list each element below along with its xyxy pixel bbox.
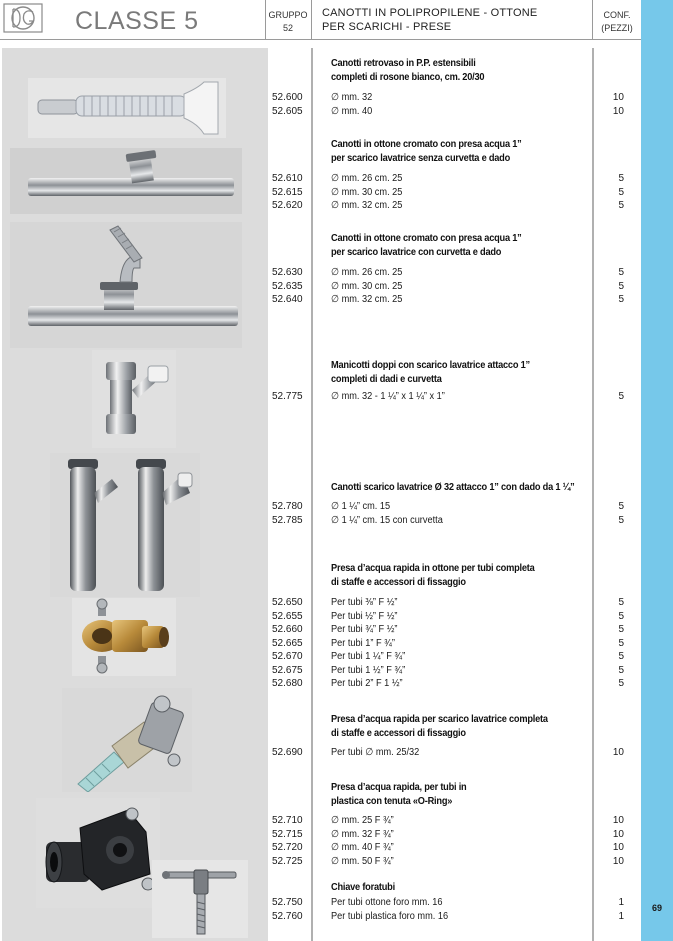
product-description: Per tubi ½” F ½” xyxy=(331,610,398,622)
pack-quantity: 5 xyxy=(618,294,624,305)
table-row xyxy=(0,390,641,404)
group-description-line1: CANOTTI IN POLIPROPILENE - OTTONE xyxy=(322,7,538,19)
section-title-line: Canotti retrovaso in P.P. estensibili xyxy=(331,57,476,69)
product-code: 52.725 xyxy=(272,855,303,867)
product-description: ∅ mm. 32 cm. 25 xyxy=(331,200,403,211)
gruppo-label: GRUPPO xyxy=(268,10,308,20)
section-title xyxy=(331,359,530,386)
product-description: Per tubi 2” F 1 ½” xyxy=(331,678,403,689)
product-code: 52.620 xyxy=(272,200,303,211)
table-row xyxy=(0,186,641,200)
product-code: 52.670 xyxy=(272,651,303,662)
table-row xyxy=(0,814,641,828)
pack-quantity: 10 xyxy=(612,855,624,867)
section-title-line: plastica con tenuta «O-Ring» xyxy=(331,794,453,807)
section-title xyxy=(331,57,484,84)
pack-quantity: 10 xyxy=(612,105,624,117)
table-row xyxy=(0,500,641,514)
group-description-line2: PER SCARICHI - PRESE xyxy=(322,21,452,33)
product-code: 52.630 xyxy=(272,267,303,278)
gruppo-value: 52 xyxy=(282,23,293,33)
product-code: 52.690 xyxy=(272,747,303,758)
pack-quantity: 5 xyxy=(618,173,624,184)
conf-label: CONF. xyxy=(603,10,631,20)
pack-quantity: 5 xyxy=(618,610,624,622)
brand-logo-icon xyxy=(3,3,43,33)
table-row xyxy=(0,637,641,651)
pack-quantity: 5 xyxy=(618,267,624,278)
product-code: 52.715 xyxy=(272,828,303,840)
conf-cell xyxy=(594,9,640,35)
table-row xyxy=(0,91,641,105)
product-code: 52.710 xyxy=(272,815,303,826)
product-code: 52.640 xyxy=(272,294,303,305)
product-code: 52.635 xyxy=(272,280,303,292)
pack-quantity: 1 xyxy=(618,897,624,908)
section-title-line: di staffe e accessori di fissaggio xyxy=(331,575,466,588)
pack-quantity: 10 xyxy=(612,92,624,103)
product-code: 52.600 xyxy=(272,92,303,103)
product-description: ∅ mm. 32 cm. 25 xyxy=(331,294,403,305)
product-description: ∅ mm. 50 F ¾” xyxy=(331,855,394,867)
section-title-line: Presa d’acqua rapida per scarico lavatrice completa xyxy=(331,713,548,725)
table-row xyxy=(0,896,641,910)
product-description: ∅ mm. 32 xyxy=(331,92,373,103)
pack-quantity: 5 xyxy=(618,200,624,211)
section-title xyxy=(331,232,522,259)
table-row xyxy=(0,172,641,186)
section-title xyxy=(331,138,522,165)
product-description: Per tubi plastica foro mm. 16 xyxy=(331,910,449,922)
product-description: ∅ 1 ¼” cm. 15 con curvetta xyxy=(331,514,443,526)
pack-quantity: 10 xyxy=(612,747,624,758)
product-code: 52.760 xyxy=(272,910,303,922)
product-description: Per tubi 1 ¼” F ¾” xyxy=(331,651,406,662)
pack-quantity: 5 xyxy=(618,678,624,689)
pack-quantity: 5 xyxy=(618,501,624,512)
table-row xyxy=(0,746,641,760)
table-row xyxy=(0,828,641,842)
product-description: Per tubi ⅜” F ½” xyxy=(331,597,398,608)
gruppo-cell xyxy=(268,9,308,35)
section-title xyxy=(331,881,395,895)
section-title-line: per scarico lavatrice con curvetta e dado xyxy=(331,245,502,258)
pack-quantity: 5 xyxy=(618,186,624,198)
page-header xyxy=(0,0,641,40)
pack-quantity: 5 xyxy=(618,391,624,402)
pack-quantity: 5 xyxy=(618,514,624,526)
product-code: 52.665 xyxy=(272,637,303,649)
section-title-line: Canotti scarico lavatrice Ø 32 attacco 1” con dado da 1 ¼” xyxy=(331,481,575,493)
product-code: 52.660 xyxy=(272,624,303,635)
section-title-line: per scarico lavatrice senza curvetta e dado xyxy=(331,151,511,164)
product-code: 52.675 xyxy=(272,664,303,676)
section-title-line: di staffe e accessori di fissaggio xyxy=(331,726,466,739)
table-row xyxy=(0,610,641,624)
product-description: ∅ mm. 25 F ¾” xyxy=(331,815,394,826)
pack-quantity: 5 xyxy=(618,624,624,635)
product-code: 52.655 xyxy=(272,610,303,622)
product-code: 52.785 xyxy=(272,514,303,526)
pack-quantity: 10 xyxy=(612,842,624,853)
table-row xyxy=(0,293,641,307)
table-row xyxy=(0,514,641,528)
table-row xyxy=(0,677,641,691)
table-row xyxy=(0,199,641,213)
product-description: ∅ 1 ¼” cm. 15 xyxy=(331,501,391,512)
pack-quantity: 5 xyxy=(618,637,624,649)
table-row xyxy=(0,105,641,119)
product-description: ∅ mm. 40 xyxy=(331,105,373,117)
pack-quantity: 10 xyxy=(612,815,624,826)
side-color-strip xyxy=(641,0,673,941)
product-image-washing-machine-connector xyxy=(62,688,192,792)
product-description: Per tubi 1” F ¾” xyxy=(331,637,395,649)
product-description: ∅ mm. 30 cm. 25 xyxy=(331,280,403,292)
product-description: ∅ mm. 32 - 1 ¼” x 1 ¼” x 1” xyxy=(331,391,445,402)
conf-unit: (PEZZI) xyxy=(601,23,633,33)
header-divider xyxy=(592,0,593,40)
table-row xyxy=(0,280,641,294)
table-row xyxy=(0,596,641,610)
product-code: 52.680 xyxy=(272,678,303,689)
section-title xyxy=(331,481,574,495)
product-description: ∅ mm. 26 cm. 25 xyxy=(331,267,403,278)
product-description: Per tubi ottone foro mm. 16 xyxy=(331,897,443,908)
table-row xyxy=(0,266,641,280)
pack-quantity: 5 xyxy=(618,651,624,662)
product-code: 52.605 xyxy=(272,105,303,117)
table-row xyxy=(0,623,641,637)
section-title-line: Canotti in ottone cromato con presa acqua 1” xyxy=(331,232,522,244)
product-code: 52.775 xyxy=(272,391,303,402)
table-row xyxy=(0,910,641,924)
section-title-line: Presa d’acqua rapida, per tubi in xyxy=(331,781,467,793)
product-description: Per tubi ∅ mm. 25/32 xyxy=(331,747,420,758)
section-title xyxy=(331,781,466,808)
product-description: ∅ mm. 30 cm. 25 xyxy=(331,186,403,198)
section-title xyxy=(331,562,535,589)
table-row xyxy=(0,855,641,869)
header-divider xyxy=(311,0,312,40)
section-title-line: Chiave foratubi xyxy=(331,881,395,893)
section-title-line: Manicotti doppi con scarico lavatrice attacco 1” xyxy=(331,359,530,371)
group-description xyxy=(322,6,537,34)
product-description: Per tubi ¾” F ½” xyxy=(331,624,398,635)
section-title-line: completi di dadi e curvetta xyxy=(331,372,442,385)
product-code: 52.650 xyxy=(272,597,303,608)
pack-quantity: 5 xyxy=(618,597,624,608)
product-code: 52.780 xyxy=(272,501,303,512)
product-code: 52.750 xyxy=(272,897,303,908)
table-row xyxy=(0,650,641,664)
pack-quantity: 5 xyxy=(618,280,624,292)
pack-quantity: 1 xyxy=(618,910,624,922)
class-title: CLASSE 5 xyxy=(75,7,199,35)
product-description: Per tubi 1 ½” F ¾” xyxy=(331,664,406,676)
pack-quantity: 10 xyxy=(612,828,624,840)
page-number: 69 xyxy=(651,903,662,913)
header-divider xyxy=(265,0,266,40)
product-description: ∅ mm. 40 F ¾” xyxy=(331,842,394,853)
pack-quantity: 5 xyxy=(618,664,624,676)
product-description: ∅ mm. 26 cm. 25 xyxy=(331,173,403,184)
section-title-line: Presa d’acqua rapida in ottone per tubi completa xyxy=(331,562,535,574)
product-code: 52.610 xyxy=(272,173,303,184)
product-code: 52.615 xyxy=(272,186,303,198)
section-title-line: Canotti in ottone cromato con presa acqua 1” xyxy=(331,138,522,150)
product-description: ∅ mm. 32 F ¾” xyxy=(331,828,394,840)
product-code: 52.720 xyxy=(272,842,303,853)
table-row xyxy=(0,664,641,678)
table-row xyxy=(0,841,641,855)
section-title xyxy=(331,713,548,740)
section-title-line: completi di rosone bianco, cm. 20/30 xyxy=(331,70,485,83)
